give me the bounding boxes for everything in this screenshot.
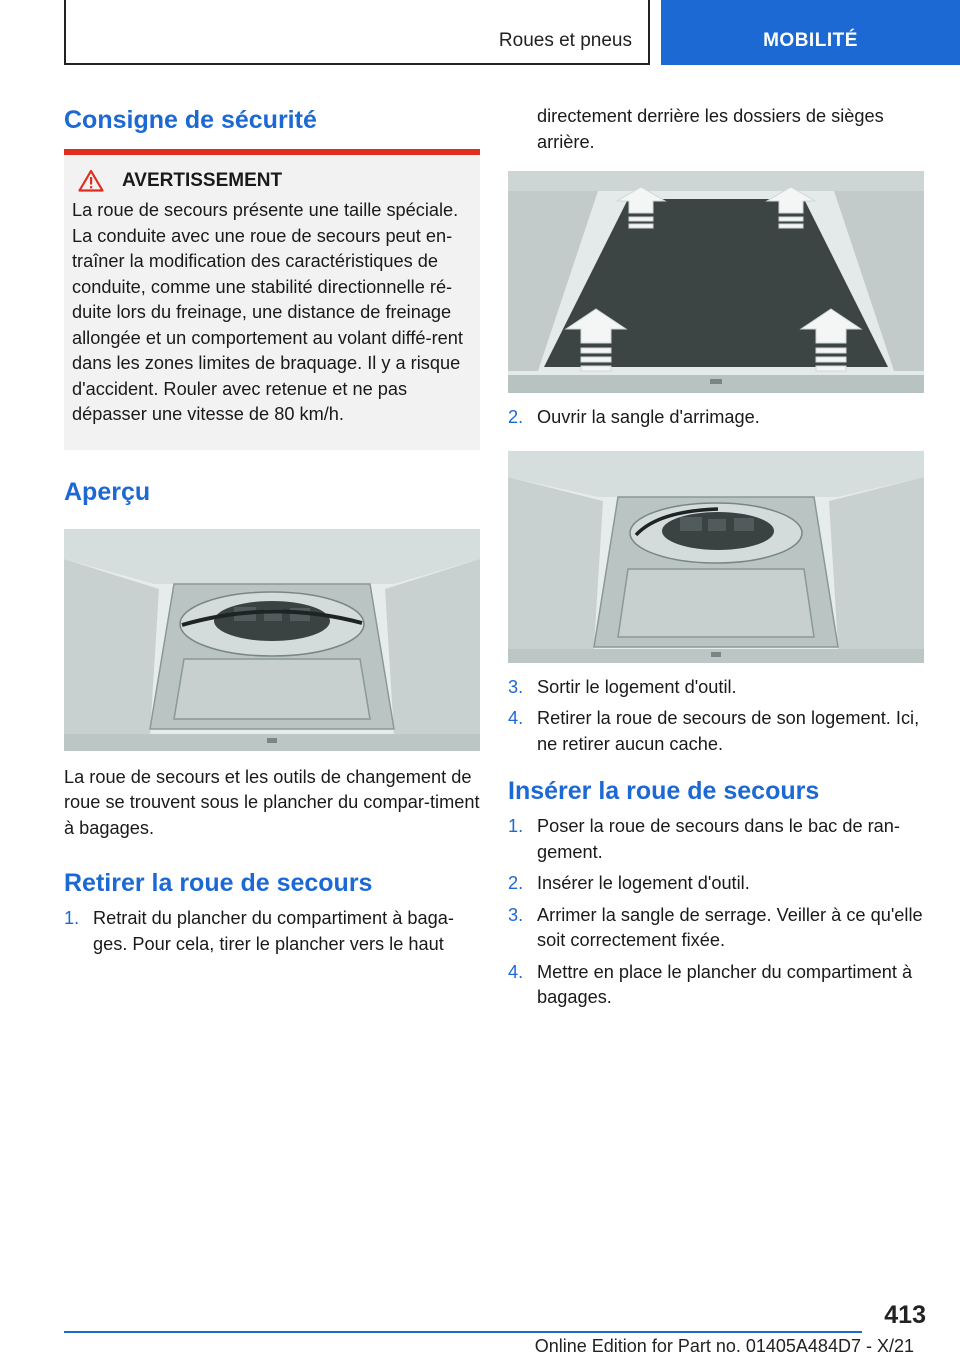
remove-step-1	[64, 906, 480, 957]
step-text: Mettre en place le plancher du compartiment à bagages.	[537, 961, 913, 1007]
step-text: Insérer le logement d'outil.	[537, 873, 750, 893]
footer-divider	[64, 1331, 862, 1333]
warning-header	[78, 169, 472, 192]
insert-step-1	[508, 814, 924, 865]
insert-step-3	[508, 903, 924, 954]
insert-steps-list	[508, 814, 924, 1011]
footer-edition-text: Online Edition for Part no. 01405A484D7 - X/21	[534, 1336, 914, 1356]
warning-box	[64, 155, 480, 450]
insert-step-2	[508, 871, 924, 897]
overview-text: La roue de secours et les outils de changement de roue se trouvent sous le plancher du compar-timent à bagages.	[64, 766, 480, 838]
step-text: Retrait du plancher du compartiment à baga-ges. Pour cela, tirer le plancher vers le haut	[93, 908, 454, 954]
step-text: Arrimer la sangle de serrage. Veiller à ce qu'elle soit correctement fixée.	[537, 904, 923, 950]
step-text: Sortir le logement d'outil.	[537, 676, 737, 697]
warning-triangle-icon	[78, 169, 104, 192]
insert-step-4	[508, 960, 924, 1011]
insert-heading: Insérer la roue de secours	[508, 777, 820, 805]
step-number: 2.	[508, 407, 524, 427]
step-number: 3.	[508, 676, 524, 697]
remove-steps-3-4	[508, 675, 924, 758]
step-number: 4.	[508, 961, 524, 982]
left-column	[64, 100, 480, 963]
remove-heading: Retirer la roue de secours	[64, 869, 373, 897]
step-number: 1.	[64, 908, 80, 928]
remove-step-4	[508, 706, 924, 757]
step-text: Poser la roue de secours dans le bac de ran-gement.	[537, 816, 900, 862]
right-column	[508, 100, 924, 1017]
tie-down-strap-illustration	[508, 451, 924, 663]
header-section-title: Roues et pneus	[498, 30, 632, 51]
trunk-overview-illustration	[64, 529, 480, 751]
warning-text: La roue de secours présente une taille spéciale. La conduite avec une roue de secours peut en-traîner la modification des caractéristiques de conduite, comme une stabilité directionnelle ré-duite lors du freinage, une distance de freinage allongée et un comportement au volant diffé-rent dans les zones limites de braquage. Il y a risque d'accident. Rouler avec retenue et ne pas dépasser une vitesse de 80 km/h.	[72, 200, 463, 424]
step-text: Ouvrir la sangle d'arrimage.	[537, 407, 760, 427]
step-number: 1.	[508, 816, 524, 836]
warning-label: AVERTISSEMENT	[122, 169, 283, 191]
header-chapter-tab[interactable]: MOBILITÉ	[661, 0, 960, 65]
overview-heading: Aperçu	[64, 477, 151, 506]
step-number: 2.	[508, 873, 524, 893]
step-text: Retirer la roue de secours de son logement. Ici, ne retirer aucun cache.	[537, 708, 920, 754]
remove-step-2	[508, 405, 924, 431]
step-number: 4.	[508, 708, 524, 728]
remove-step-1-continued: directement derrière les dossiers de sièges arrière.	[537, 106, 884, 152]
page-number: 413	[884, 1301, 926, 1329]
safety-heading: Consigne de sécurité	[64, 106, 317, 134]
header-box	[64, 0, 650, 65]
trunk-floor-lift-illustration	[508, 171, 924, 393]
remove-step-3	[508, 675, 924, 701]
step-number: 3.	[508, 904, 524, 925]
